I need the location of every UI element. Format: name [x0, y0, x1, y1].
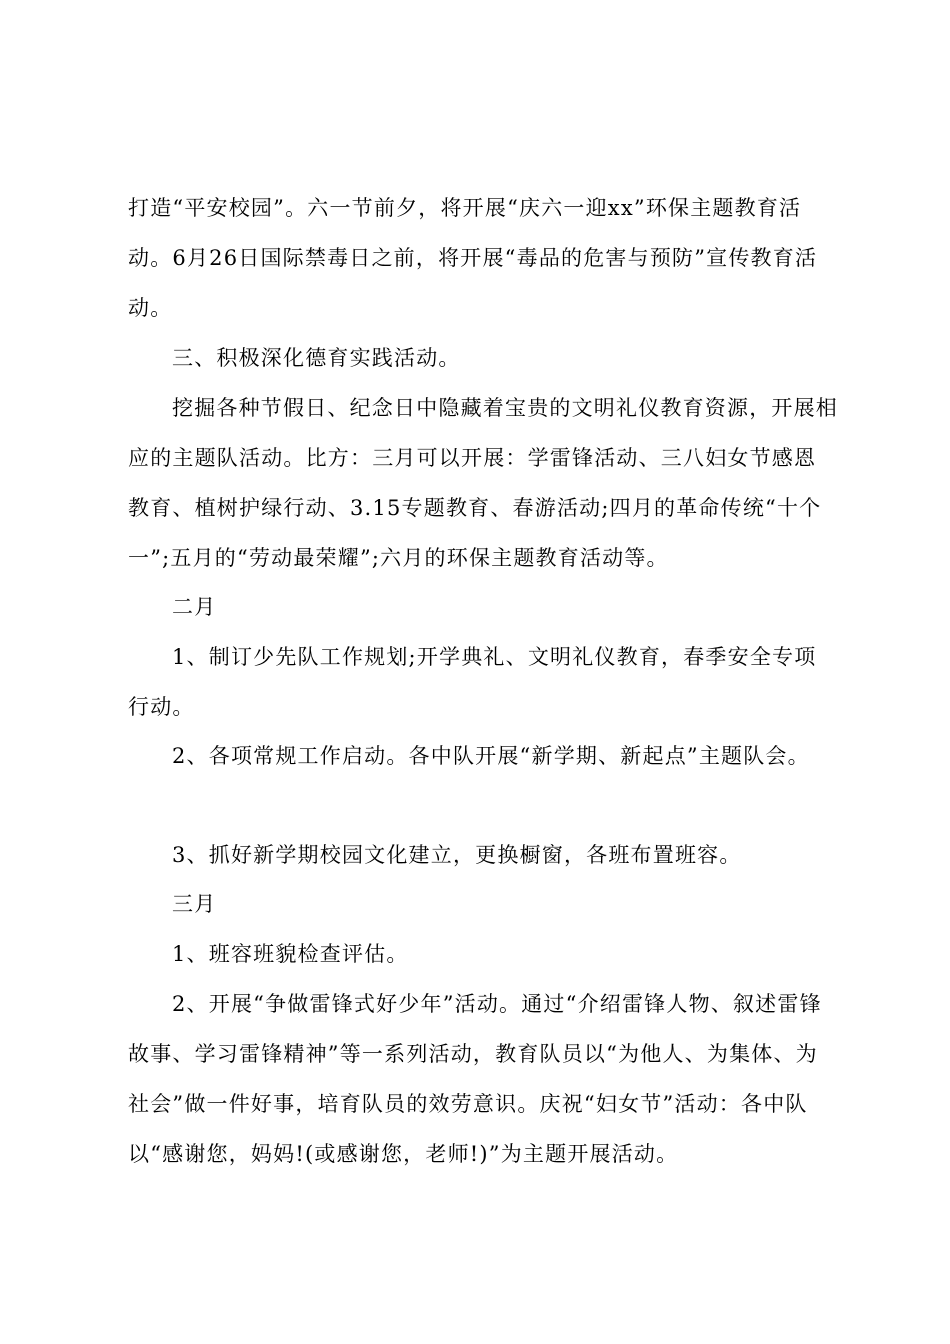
paragraph-holiday-activities: 挖掘各种节假日、纪念日中隐藏着宝贵的文明礼仪教育资源，开展相应的主题队活动。比方：三月可以开展：学雷锋活动、三八妇女节感恩教育、植树护绿行动、3.15专题教育、春游活动;四月的革命传统“十个一”;五月的“劳动最荣耀”;六月的环保主题教育活动等。 — [128, 396, 838, 570]
list-item-feb-1: 1、制订少先队工作规划;开学典礼、文明礼仪教育，春季安全专项行动。 — [128, 645, 817, 719]
list-item-feb-2: 2、各项常规工作启动。各中队开展“新学期、新起点”主题队会。 — [172, 744, 810, 768]
list-item-mar-2: 2、开展“争做雷锋式好少年”活动。通过“介绍雷锋人物、叙述雷锋故事、学习雷锋精神”等一系列活动，教育队员以“为他人、为集体、为社会”做一件好事，培育队员的效劳意识。庆祝“妇女节”活动：各中队以“感谢您，妈妈!(或感谢您，老师!)”为主题开展活动。 — [128, 992, 822, 1166]
month-heading-march: 三月 — [172, 892, 217, 916]
paragraph-safe-campus: 打造“平安校园”。六一节前夕，将开展“庆六一迎xx”环保主题教育活动。6月26日国际禁毒日之前，将开展“毒品的危害与预防”宣传教育活动。 — [128, 196, 818, 320]
section-heading-moral-practice: 三、积极深化德育实践活动。 — [172, 346, 461, 370]
list-item-feb-3: 3、抓好新学期校园文化建立，更换橱窗，各班布置班容。 — [172, 843, 742, 867]
month-heading-february: 二月 — [172, 595, 217, 619]
list-item-mar-1: 1、班容班貌检查评估。 — [172, 942, 409, 966]
